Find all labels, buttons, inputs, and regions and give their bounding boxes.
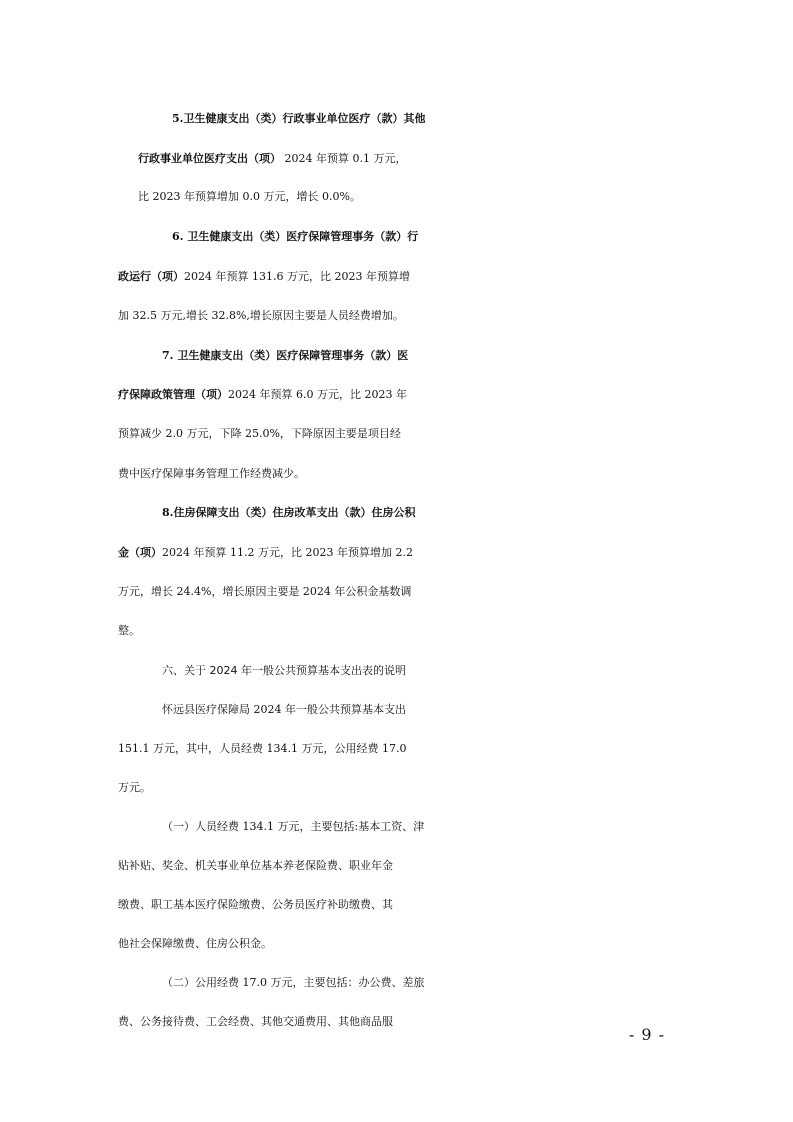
personnel-line1: （一）人员经费 134.1 万元，主要包括:基本工资、津 xyxy=(162,820,425,833)
para6-line2-rest: 2024 年预算 131.6 万元，比 2023 年预算增 xyxy=(184,270,410,283)
personnel-line3: 缴费、职工基本医疗保险缴费、公务员医疗补助缴费、其 xyxy=(118,898,393,911)
para7-line4: 费中医疗保障事务管理工作经费减少。 xyxy=(118,467,305,480)
section6-heading: 六、关于 2024 年一般公共预算基本支出表的说明 xyxy=(162,664,406,677)
para5-line2 xyxy=(138,144,793,174)
section6-line2: 151.1 万元，其中，人员经费 134.1 万元，公用经费 17.0 xyxy=(118,742,407,755)
para6-line1: 6. 卫生健康支出（类）医疗保障管理事务（款）行 xyxy=(172,230,419,243)
para7-line2 xyxy=(118,380,793,410)
para6-line2-bold: 政运行（项） xyxy=(118,270,184,283)
para7-line2-bold: 疗保障政策管理（项） xyxy=(118,388,228,401)
personnel-line4: 他社会保障缴费、住房公积金。 xyxy=(118,937,272,950)
section6-line1: 怀远县医疗保障局 2024 年一般公共预算基本支出 xyxy=(162,703,406,716)
para8-line4: 整。 xyxy=(118,624,140,637)
para8-line2-rest: 2024 年预算 11.2 万元，比 2023 年预算增加 2.2 xyxy=(162,546,413,559)
para7-line2-rest: 2024 年预算 6.0 万元，比 2023 年 xyxy=(228,388,407,401)
para8-line2 xyxy=(118,538,793,568)
para6-line2 xyxy=(118,262,793,292)
para5-line3: 比 2023 年预算增加 0.0 万元，增长 0.0%。 xyxy=(138,190,361,203)
para6-line3: 加 32.5 万元,增长 32.8%,增长原因主要是人员经费增加。 xyxy=(118,309,404,322)
para7-line1: 7. 卫生健康支出（类）医疗保障管理事务（款）医 xyxy=(162,349,409,362)
public-line2: 费、公务接待费、工会经费、其他交通费用、其他商品服 xyxy=(118,1015,393,1028)
public-line1: （二）公用经费 17.0 万元，主要包括：办公费、差旅 xyxy=(162,976,425,989)
personnel-line2: 贴补贴、奖金、机关事业单位基本养老保险费、职业年金 xyxy=(118,859,393,872)
para8-line3: 万元，增长 24.4%，增长原因主要是 2024 年公积金基数调 xyxy=(118,585,412,598)
section6-line3: 万元。 xyxy=(118,781,151,794)
page-number: - 9 - xyxy=(628,1025,665,1044)
para5-line2-rest: 2024 年预算 0.1 万元， xyxy=(281,152,407,165)
para8-line2-bold: 金（项） xyxy=(118,546,162,559)
para8-line1: 8.住房保障支出（类）住房改革支出（款）住房公积 xyxy=(162,506,416,519)
para5-line2-bold: 行政事业单位医疗支出（项） xyxy=(138,152,281,165)
para7-line3: 预算减少 2.0 万元，下降 25.0%，下降原因主要是项目经 xyxy=(118,427,401,440)
para5-line1: 5.卫生健康支出（类）行政事业单位医疗（款）其他 xyxy=(172,112,426,125)
